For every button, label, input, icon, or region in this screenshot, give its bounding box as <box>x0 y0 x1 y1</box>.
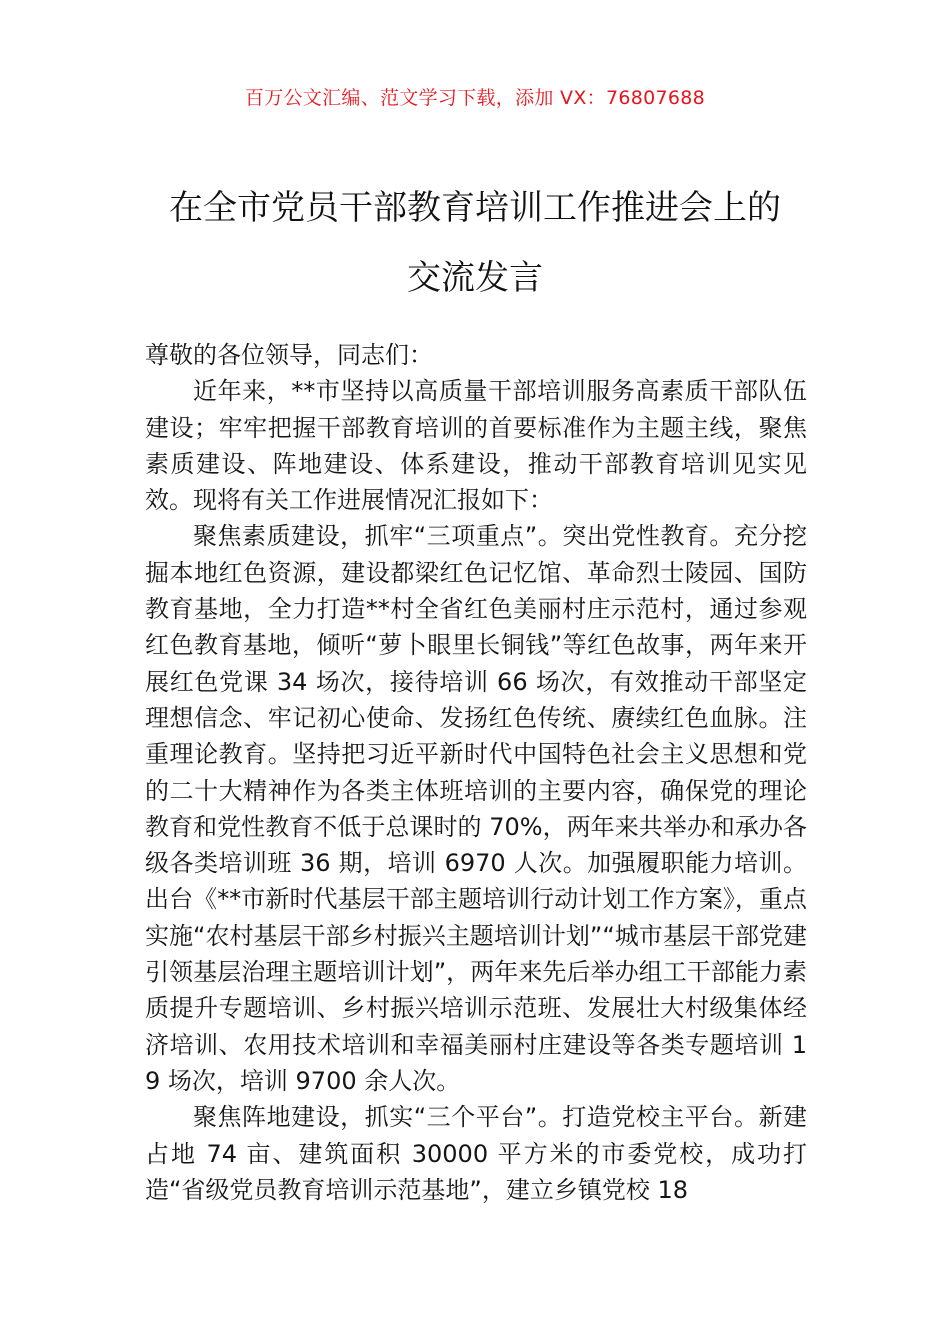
document-body <box>145 337 807 1208</box>
paragraph-platform-building: 聚焦阵地建设，抓实“三个平台”。打造党校主平台。新建占地 74 亩、建筑面积 30000 平方米的市委党校，成功打造“省级党员教育培训示范基地”，建立乡镇党校 18 <box>145 1103 807 1204</box>
header-note: 百万公文汇编、范文学习下载，添加 VX：76807688 <box>244 87 706 109</box>
paragraph-quality-building: 聚焦素质建设，抓牢“三项重点”。突出党性教育。充分挖掘本地红色资源，建设都梁红色记忆馆、革命烈士陵园、国防教育基地，全力打造**村全省红色美丽村庄示范村，通过参观红色教育基地，倾听“萝卜眼里长铜钱”等红色故事，两年来开展红色党课 34 场次，接待培训 66 场次，有效推动干部坚定理想信念、牢记初心使命、发扬红色传统、赓续红色血脉。注重理论教育。坚持把习近平新时代中国特色社会主义思想和党的二十大精神作为各类主体班培训的主要内容，确保党的理论教育和党性教育不低于总课时的 70%，两年来共举办和承办各级各类培训班 36 期，培训 6970 人次。加强履职能力培训。出台《**市新时代基层干部主题培训行动计划工作方案》，重点实施“农村基层干部乡村振兴主题培训计划”“城市基层干部党建引领基层治理主题培训计划”，两年来先后举办组工干部能力素质提升专题培训、乡村振兴培训示范班、发展壮大村级集体经济培训、农用技术培训和幸福美丽村庄建设等各类专题培训 19 场次，培训 9700 余人次。 <box>145 522 807 1095</box>
paragraph-intro: 近年来，**市坚持以高质量干部培训服务高素质干部队伍建设；牢牢把握干部教育培训的首要标准作为主题主线，聚焦素质建设、阵地建设、体系建设，推动干部教育培训见实见效。现将有关工作进展情况汇报如下： <box>145 377 807 515</box>
title-line-2: 交流发言 <box>407 258 543 298</box>
document-title <box>0 173 950 313</box>
title-line-1: 在全市党员干部教育培训工作推进会上的 <box>169 188 781 228</box>
salutation: 尊敬的各位领导，同志们： <box>145 341 433 369</box>
